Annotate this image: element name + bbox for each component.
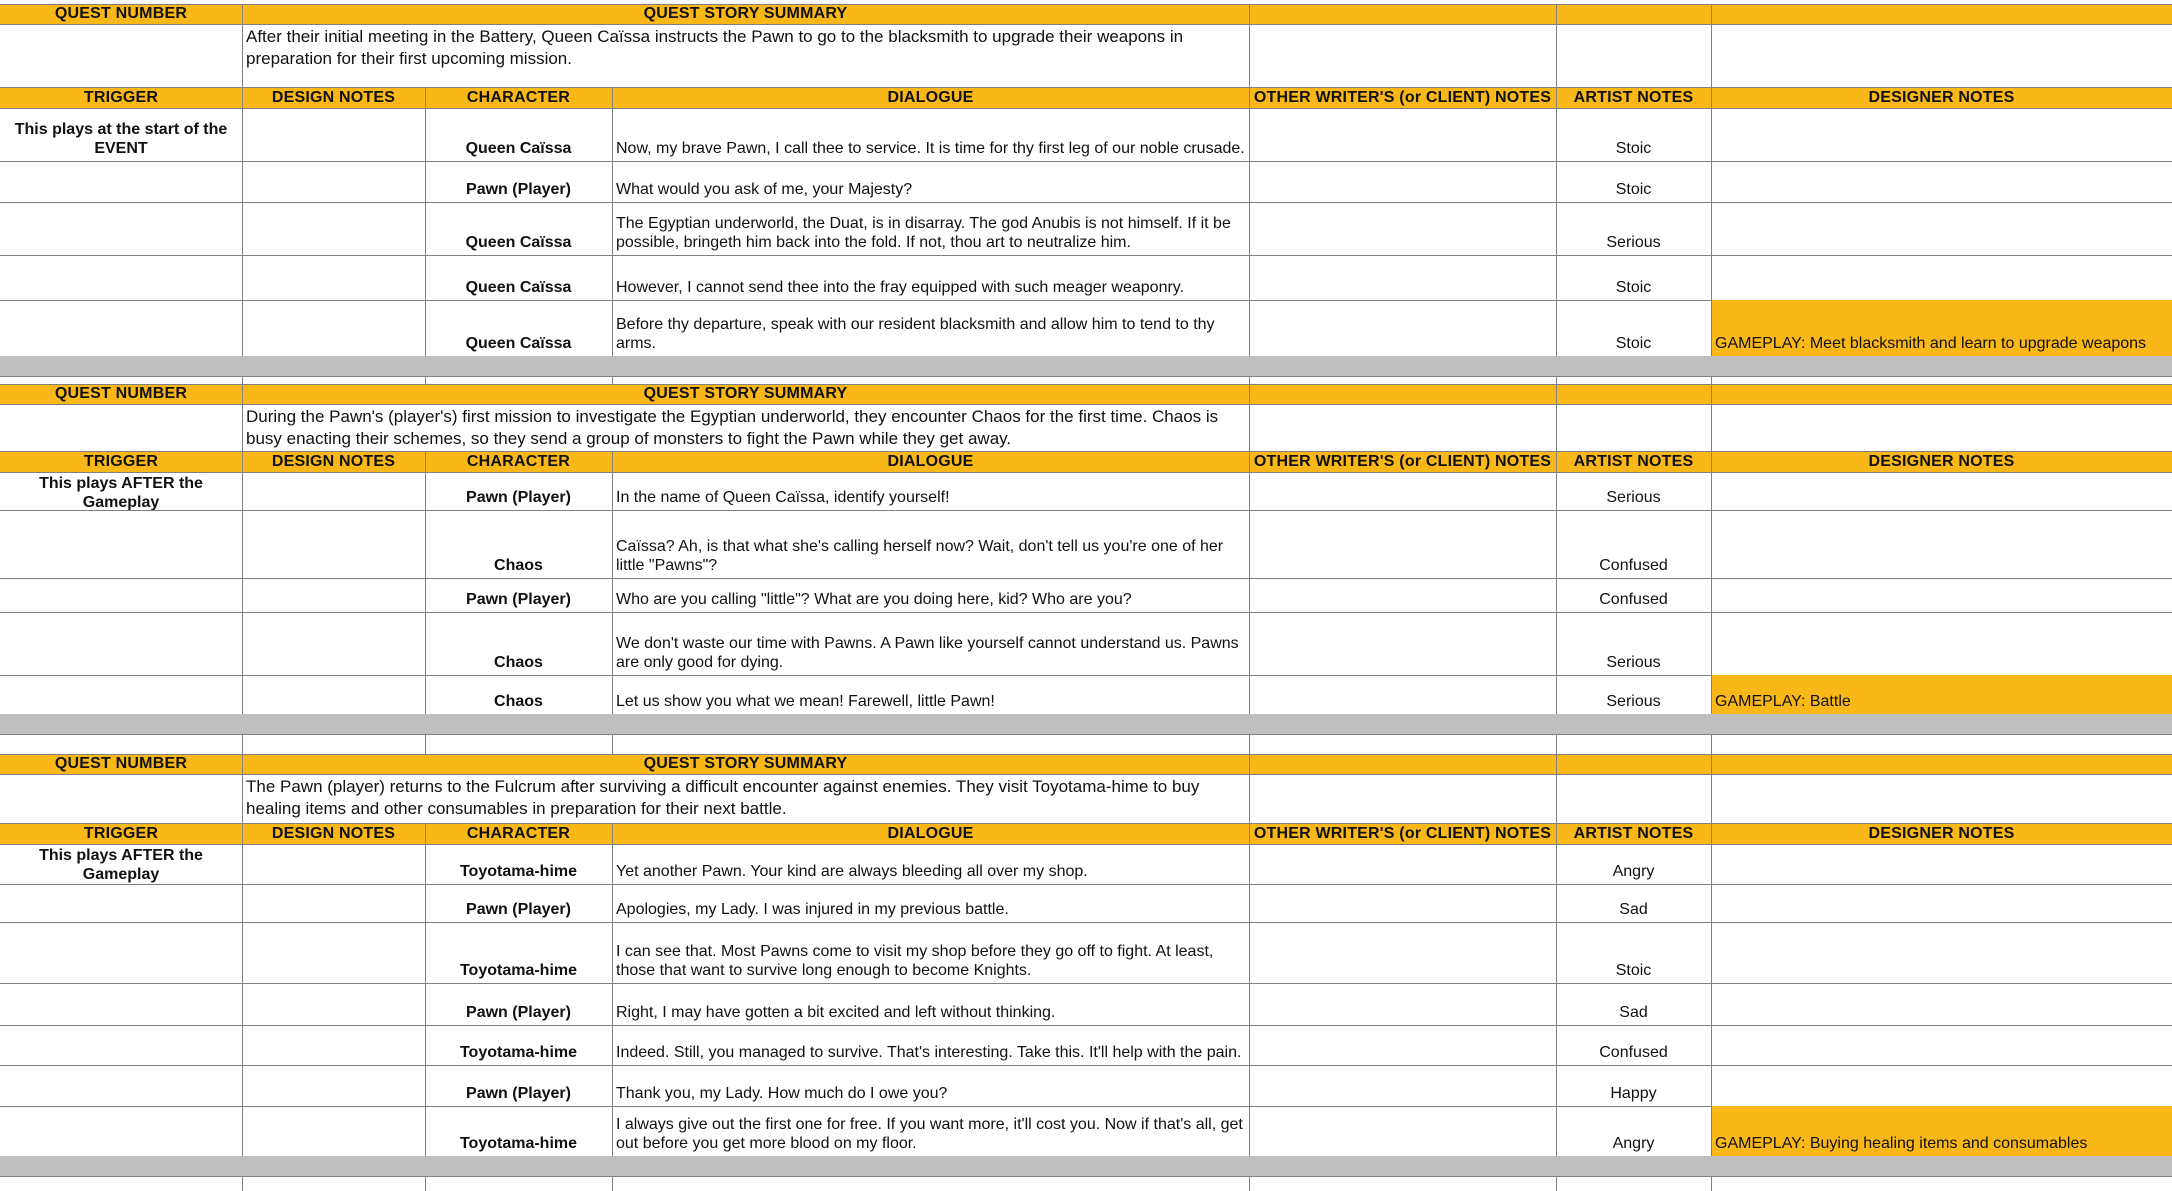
artist-note: Stoic: [1615, 181, 1652, 198]
designer-notes-header: DESIGNER NOTES: [1868, 452, 2015, 470]
dialogue-line: Right, I may have gotten a bit excited and left without thinking.: [616, 1004, 1056, 1021]
grid-vline: [242, 24, 243, 87]
designer-note: [1711, 884, 2172, 922]
grid-vline: [425, 87, 426, 108]
dialogue-header: DIALOGUE: [887, 452, 974, 470]
grid-vline: [242, 1176, 243, 1191]
dialogue-header: DIALOGUE: [887, 824, 974, 842]
grid-vline: [612, 734, 613, 755]
dialogue-line: I always give out the first one for free. If you want more, it'll cost you. Now if that's all, get out before you get more blood on my floor.: [616, 1116, 1243, 1152]
character-name: Pawn (Player): [466, 1004, 571, 1021]
quest-number-header: QUEST NUMBER: [54, 755, 188, 772]
grid-vline: [242, 754, 243, 774]
grid-vline: [1249, 451, 1250, 472]
other-notes-header: OTHER WRITER'S (or CLIENT) NOTES: [1253, 824, 1552, 842]
section-separator: [0, 356, 2172, 376]
grid-vline: [1711, 1176, 1712, 1191]
grid-vline: [1556, 754, 1557, 774]
grid-vline: [1556, 108, 1557, 356]
grid-vline: [1249, 108, 1250, 356]
grid-vline: [1249, 87, 1250, 108]
designer-note: [1711, 1065, 2172, 1106]
grid-vline: [242, 404, 243, 451]
grid-vline: [1556, 4, 1557, 24]
dialogue-line: Who are you calling "little"? What are you doing here, kid? Who are you?: [616, 591, 1132, 608]
designer-notes-header: DESIGNER NOTES: [1868, 88, 2015, 106]
designer-note: [1711, 922, 2172, 983]
quest-number-header: QUEST NUMBER: [54, 5, 188, 22]
grid-vline: [425, 1176, 426, 1191]
artist-note: Angry: [1612, 863, 1655, 880]
character-name: Chaos: [494, 654, 543, 671]
trigger-header: TRIGGER: [83, 88, 159, 106]
grid-vline: [1249, 472, 1250, 714]
character-name: Chaos: [494, 693, 543, 710]
artist-note: Stoic: [1615, 279, 1652, 296]
artist-note: Sad: [1619, 901, 1648, 918]
dialogue-line: Indeed. Still, you managed to survive. That's interesting. Take this. It'll help with the pain.: [616, 1044, 1242, 1061]
character-name: Toyotama-hime: [459, 863, 578, 880]
grid-vline: [1249, 823, 1250, 844]
character-name: Queen Caïssa: [465, 234, 572, 251]
character-header: CHARACTER: [466, 88, 571, 106]
grid-vline: [612, 87, 613, 108]
grid-vline: [1556, 87, 1557, 108]
character-name: Pawn (Player): [466, 1085, 571, 1102]
grid-vline: [242, 87, 243, 108]
grid-vline: [425, 844, 426, 1156]
grid-vline: [1556, 844, 1557, 1156]
designer-note: [1711, 108, 2172, 161]
grid-vline: [425, 823, 426, 844]
grid-vline: [1711, 734, 1712, 755]
artist-note: Confused: [1599, 557, 1668, 574]
artist-note: Confused: [1599, 1044, 1668, 1061]
grid-vline: [612, 451, 613, 472]
grid-vline: [425, 451, 426, 472]
character-name: Pawn (Player): [466, 591, 571, 608]
grid-vline: [612, 108, 613, 356]
trigger-text: This plays AFTER the Gameplay: [39, 847, 203, 883]
designer-note: [1711, 983, 2172, 1025]
character-header: CHARACTER: [466, 452, 571, 470]
quest-story-summary-header: QUEST STORY SUMMARY: [643, 755, 848, 772]
designer-note: GAMEPLAY: Meet blacksmith and learn to upgrade weapons: [1715, 335, 2147, 352]
dialogue-line: Let us show you what we mean! Farewell, little Pawn!: [616, 693, 995, 710]
grid-hline: [0, 384, 2172, 385]
character-name: Toyotama-hime: [459, 1135, 578, 1152]
quest-story-summary-header: QUEST STORY SUMMARY: [643, 5, 848, 22]
dialogue-line: I can see that. Most Pawns come to visit my shop before they go off to fight. At least, those that want to survive long enough to become Knights.: [616, 943, 1214, 979]
grid-vline: [242, 108, 243, 356]
quest-summary-text: During the Pawn's (player's) first mission to investigate the Egyptian underworld, they encounter Chaos for the first time. Chaos is busy enacting their schemes, so they send a group of monsters to fight the Pawn while they get away.: [246, 407, 1219, 448]
dialogue-line: What would you ask of me, your Majesty?: [616, 181, 913, 198]
artist-note: Stoic: [1615, 140, 1652, 157]
designer-note: [1711, 255, 2172, 300]
character-name: Queen Caïssa: [465, 140, 572, 157]
character-name: Queen Caïssa: [465, 279, 572, 296]
section-separator: [0, 1156, 2172, 1176]
grid-vline: [1556, 451, 1557, 472]
character-name: Pawn (Player): [466, 901, 571, 918]
grid-vline: [242, 4, 243, 24]
dialogue-line: Before thy departure, speak with our resident blacksmith and allow him to tend to thy arms.: [616, 316, 1215, 352]
other-notes-header: OTHER WRITER'S (or CLIENT) NOTES: [1253, 452, 1552, 470]
artist-note: Stoic: [1615, 335, 1652, 352]
section-separator: [0, 714, 2172, 734]
grid-vline: [1556, 774, 1557, 823]
character-name: Pawn (Player): [466, 489, 571, 506]
design-notes-header: DESIGN NOTES: [271, 88, 396, 106]
artist-note: Serious: [1606, 234, 1661, 251]
dialogue-line: Thank you, my Lady. How much do I owe you?: [616, 1085, 948, 1102]
trigger-header: TRIGGER: [83, 824, 159, 842]
grid-vline: [1249, 4, 1250, 24]
designer-note: [1711, 1025, 2172, 1065]
grid-vline: [1249, 734, 1250, 755]
designer-note: GAMEPLAY: Battle: [1715, 693, 1851, 710]
designer-note: [1711, 202, 2172, 255]
grid-vline: [1711, 108, 1712, 356]
character-name: Queen Caïssa: [465, 335, 572, 352]
quest-story-summary-header: QUEST STORY SUMMARY: [643, 385, 848, 402]
grid-vline: [1556, 472, 1557, 714]
grid-vline: [1249, 384, 1250, 404]
dialogue-line: Caïssa? Ah, is that what she's calling herself now? Wait, don't tell us you're one of her little "Pawns"?: [616, 538, 1224, 574]
artist-notes-header: ARTIST NOTES: [1573, 824, 1694, 842]
grid-vline: [1711, 384, 1712, 404]
designer-notes-header: DESIGNER NOTES: [1868, 824, 2015, 842]
grid-vline: [242, 774, 243, 823]
grid-vline: [242, 472, 243, 714]
grid-vline: [1249, 774, 1250, 823]
other-notes-header: OTHER WRITER'S (or CLIENT) NOTES: [1253, 88, 1552, 106]
grid-vline: [1711, 24, 1712, 87]
grid-vline: [1711, 754, 1712, 774]
grid-hline: [0, 4, 2172, 5]
dialogue-header: DIALOGUE: [887, 88, 974, 106]
grid-vline: [612, 1176, 613, 1191]
grid-vline: [612, 844, 613, 1156]
grid-vline: [1249, 844, 1250, 1156]
trigger-header: TRIGGER: [83, 452, 159, 470]
grid-vline: [242, 734, 243, 755]
grid-vline: [1711, 774, 1712, 823]
grid-vline: [1711, 4, 1712, 24]
grid-hline: [0, 1176, 2172, 1177]
grid-vline: [1711, 404, 1712, 451]
design-notes-header: DESIGN NOTES: [271, 452, 396, 470]
grid-vline: [425, 734, 426, 755]
grid-vline: [1556, 404, 1557, 451]
grid-vline: [1249, 1176, 1250, 1191]
artist-notes-header: ARTIST NOTES: [1573, 452, 1694, 470]
grid-vline: [1249, 404, 1250, 451]
dialogue-line: The Egyptian underworld, the Duat, is in disarray. The god Anubis is not himself. If it be possible, bringeth him back into the fold. If not, thou art to neutralize him.: [616, 215, 1231, 251]
character-name: Toyotama-hime: [459, 1044, 578, 1061]
character-name: Pawn (Player): [466, 181, 571, 198]
artist-note: Sad: [1619, 1004, 1648, 1021]
dialogue-line: Now, my brave Pawn, I call thee to service. It is time for thy first leg of our noble crusade.: [616, 140, 1245, 157]
artist-note: Stoic: [1615, 962, 1652, 979]
artist-notes-header: ARTIST NOTES: [1573, 88, 1694, 106]
character-name: Toyotama-hime: [459, 962, 578, 979]
grid-vline: [1711, 472, 1712, 714]
artist-note: Serious: [1606, 693, 1661, 710]
grid-vline: [1556, 1176, 1557, 1191]
grid-vline: [242, 451, 243, 472]
grid-vline: [612, 472, 613, 714]
quest-summary-text: The Pawn (player) returns to the Fulcrum after surviving a difficult encounter against enemies. They visit Toyotama-hime to buy healing items and other consumables in preparation for their next battle.: [246, 777, 1200, 818]
grid-vline: [612, 823, 613, 844]
grid-vline: [425, 108, 426, 356]
designer-note: [1711, 472, 2172, 510]
grid-vline: [1711, 451, 1712, 472]
grid-vline: [1556, 384, 1557, 404]
dialogue-line: Apologies, my Lady. I was injured in my previous battle.: [616, 901, 1009, 918]
grid-vline: [1556, 734, 1557, 755]
dialogue-line: We don't waste our time with Pawns. A Pawn like yourself cannot understand us. Pawns are only good for dying.: [616, 635, 1239, 671]
grid-vline: [1556, 823, 1557, 844]
designer-note: [1711, 161, 2172, 202]
designer-note: [1711, 844, 2172, 884]
grid-vline: [1711, 844, 1712, 1156]
grid-vline: [242, 384, 243, 404]
quest-number-header: QUEST NUMBER: [54, 385, 188, 402]
grid-vline: [1711, 87, 1712, 108]
character-header: CHARACTER: [466, 824, 571, 842]
artist-note: Angry: [1612, 1135, 1655, 1152]
dialogue-line: However, I cannot send thee into the fray equipped with such meager weaponry.: [616, 279, 1185, 296]
designer-note: [1711, 578, 2172, 612]
grid-hline: [0, 376, 2172, 377]
dialogue-line: Yet another Pawn. Your kind are always bleeding all over my shop.: [616, 863, 1088, 880]
grid-vline: [242, 844, 243, 1156]
grid-vline: [1249, 24, 1250, 87]
grid-vline: [425, 472, 426, 714]
designer-note: [1711, 510, 2172, 578]
grid-vline: [1556, 24, 1557, 87]
designer-note: GAMEPLAY: Buying healing items and consumables: [1715, 1135, 2088, 1152]
trigger-text: This plays AFTER the Gameplay: [39, 475, 203, 510]
artist-note: Serious: [1606, 489, 1661, 506]
designer-note: [1711, 612, 2172, 675]
grid-vline: [242, 823, 243, 844]
character-name: Chaos: [494, 557, 543, 574]
quest-summary-text: After their initial meeting in the Battery, Queen Caïssa instructs the Pawn to go to the blacksmith to upgrade their weapons in preparation for their first upcoming mission.: [246, 27, 1184, 68]
trigger-text: This plays at the start of the EVENT: [14, 121, 228, 157]
artist-note: Happy: [1610, 1085, 1657, 1102]
design-notes-header: DESIGN NOTES: [271, 824, 396, 842]
grid-vline: [1249, 754, 1250, 774]
grid-hline: [0, 754, 2172, 755]
grid-vline: [1711, 823, 1712, 844]
artist-note: Serious: [1606, 654, 1661, 671]
artist-note: Confused: [1599, 591, 1668, 608]
grid-hline: [0, 734, 2172, 735]
dialogue-line: In the name of Queen Caïssa, identify yourself!: [616, 489, 950, 506]
